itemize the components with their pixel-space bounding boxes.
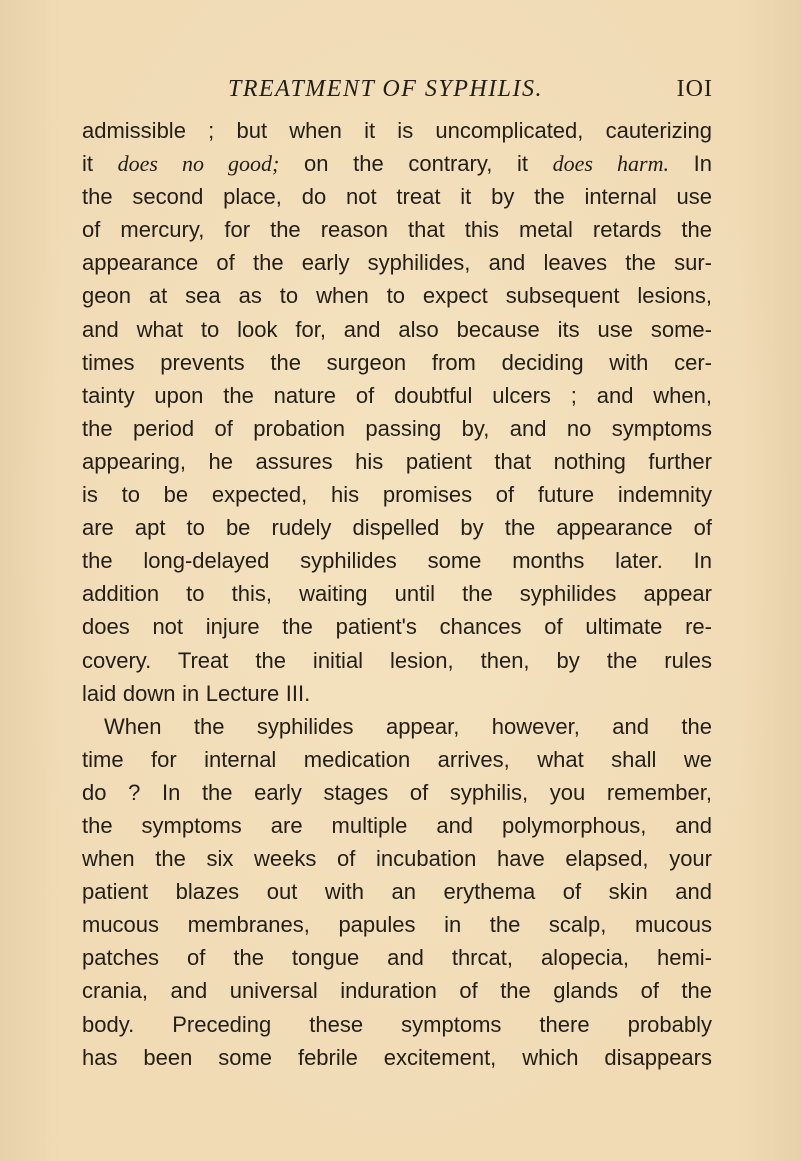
text-line: of mercury, for the reason that this metal retards the (82, 217, 712, 243)
text-line: When the syphilides appear, however, and the (104, 713, 712, 739)
running-head (228, 74, 713, 110)
text-line: laid down in Lecture III. (82, 680, 311, 706)
text-line: body. Preceding these symptoms there probably (82, 1011, 712, 1037)
text-line: appearing, he assures his patient that nothing further (82, 448, 712, 474)
running-title: TREATMENT OF SYPHILIS. (228, 76, 544, 102)
text-line: the long-delayed syphilides some months later. In (82, 548, 712, 574)
text-line: the symptoms are multiple and polymorphous, and (82, 812, 712, 838)
text-line: tainty upon the nature of doubtful ulcers ; and when, (82, 382, 712, 408)
text-line: do ? In the early stages of syphilis, you remember, (82, 779, 712, 805)
text-line (82, 147, 712, 180)
text-run: In (668, 151, 712, 177)
text-run: it (82, 151, 118, 177)
text-line: times prevents the surgeon from deciding with cer- (82, 349, 712, 375)
text-line: appearance of the early syphilides, and leaves the sur- (82, 250, 712, 276)
page-number: IOI (676, 76, 713, 102)
text-line: addition to this, waiting until the syphilides appear (82, 581, 712, 607)
text-line: is to be expected, his promises of future indemnity (82, 482, 712, 508)
text-line: geon at sea as to when to expect subsequent lesions, (82, 283, 712, 309)
text-line: and what to look for, and also because its use some- (82, 316, 712, 342)
text-line: covery. Treat the initial lesion, then, by the rules (82, 647, 712, 673)
text-line: patient blazes out with an erythema of skin and (82, 879, 712, 905)
text-line: the second place, do not treat it by the internal use (82, 184, 712, 210)
text-line: the period of probation passing by, and no symptoms (82, 415, 712, 441)
text-line: has been some febrile excitement, which disappears (82, 1044, 712, 1070)
text-line: crania, and universal induration of the glands of the (82, 978, 712, 1004)
text-line: are apt to be rudely dispelled by the appearance of (82, 515, 712, 541)
italic-phrase: does no good; (117, 151, 280, 177)
text-line: time for internal medication arrives, what shall we (82, 746, 712, 772)
body-text (82, 114, 712, 1074)
text-line: admissible ; but when it is uncomplicated, cauterizing (82, 118, 712, 143)
text-line: when the six weeks of incubation have elapsed, your (82, 846, 712, 872)
text-line: does not injure the patient's chances of ultimate re- (82, 614, 712, 640)
italic-phrase: does harm. (552, 151, 669, 177)
text-line: patches of the tongue and thrcat, alopecia, hemi- (82, 945, 712, 971)
text-line: mucous membranes, papules in the scalp, mucous (82, 912, 712, 938)
text-run: on the contrary, it (279, 151, 553, 177)
